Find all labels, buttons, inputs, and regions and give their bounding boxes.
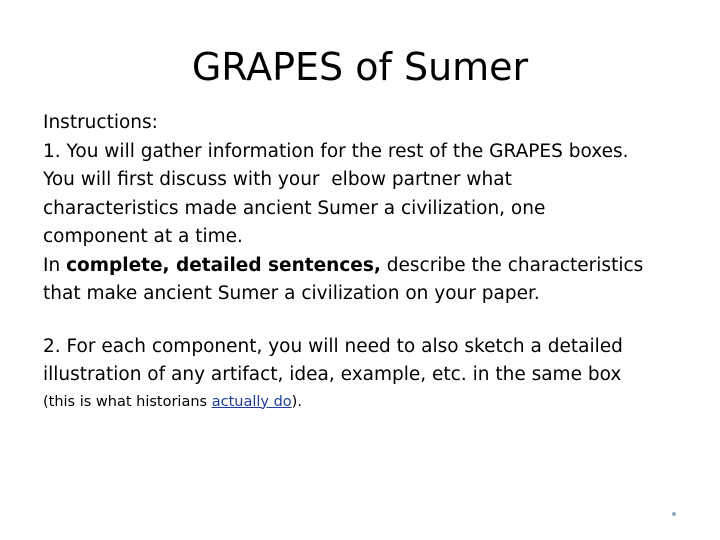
step1b-bold: complete, detailed sentences, [66,254,381,276]
slide-title: GRAPES of Sumer [191,45,529,89]
instructions-body [43,109,693,414]
step1b-line2: that make ancient Sumer a civilization on your paper. [43,283,540,304]
step2-line1: 2. For each component, you will need to also sketch a detailed [43,335,623,357]
step1-line4: component at a time. [43,226,243,247]
note-suffix: ). [291,393,302,410]
step1-line2: You will first discuss with your elbow partner what [43,169,512,190]
slide-marker-dot [672,512,676,516]
note-prefix: (this is what historians [43,393,212,410]
historians-note [43,390,693,414]
spacer [43,309,693,333]
actually-do-link[interactable]: actually do [211,393,292,410]
step1b-prefix: In [43,254,67,276]
step1b-line1 [43,252,693,281]
step1b-rest: describe the characteristics [380,254,644,276]
step2-line2: illustration of any artifact, idea, example, etc. in the same box [43,364,622,385]
step1-line1: 1. You will gather information for the rest of the GRAPES boxes. [43,140,629,162]
instructions-heading: Instructions: [43,112,158,133]
step1-line3: characteristics made ancient Sumer a civilization, one [43,197,546,219]
